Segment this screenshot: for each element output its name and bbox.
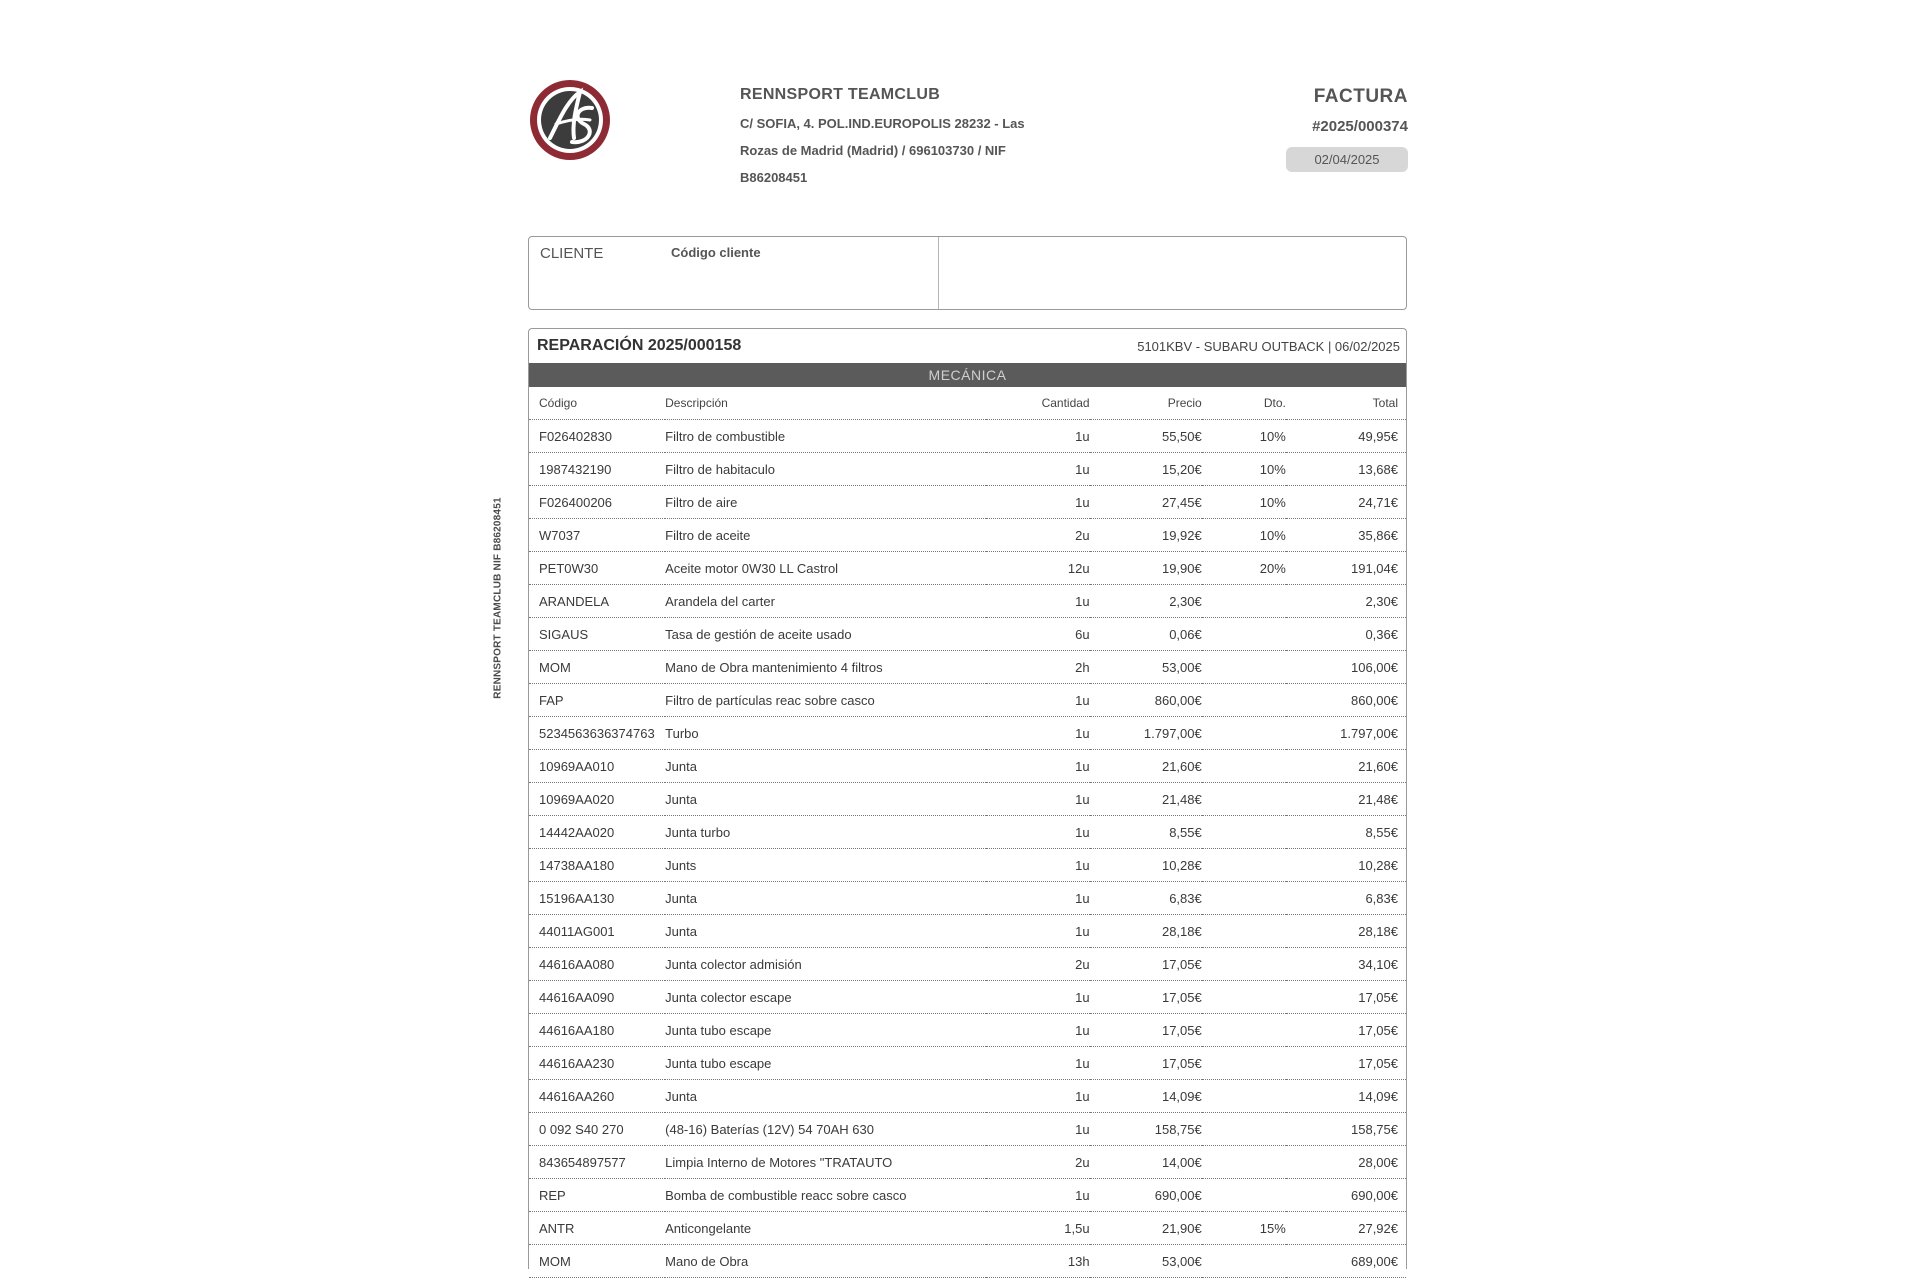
cell-total: 28,18€ [1286, 915, 1406, 948]
col-header-total: Total [1286, 387, 1406, 420]
cell-description: Junta tubo escape [665, 1014, 985, 1047]
cell-quantity: 1u [986, 981, 1090, 1014]
table-row [529, 1212, 1406, 1245]
table-row [529, 1113, 1406, 1146]
cell-description: Junta [665, 882, 985, 915]
section-bar-mecanica: MECÁNICA [529, 363, 1406, 387]
cell-price: 6,83€ [1090, 882, 1202, 915]
cell-quantity: 1u [986, 1014, 1090, 1047]
cell-description: Filtro de habitaculo [665, 453, 985, 486]
table-row [529, 420, 1406, 453]
cell-description: (48-16) Baterías (12V) 54 70AH 630 [665, 1113, 985, 1146]
cell-total: 17,05€ [1286, 1014, 1406, 1047]
monogram-logo-icon [528, 78, 612, 162]
table-row [529, 948, 1406, 981]
table-row [529, 651, 1406, 684]
cell-discount [1202, 750, 1286, 783]
cell-quantity: 2u [986, 519, 1090, 552]
cell-discount [1202, 849, 1286, 882]
table-row [529, 882, 1406, 915]
table-row [529, 1146, 1406, 1179]
cell-code: MOM [529, 1245, 665, 1278]
cell-total: 106,00€ [1286, 651, 1406, 684]
table-row [529, 816, 1406, 849]
cell-total: 6,83€ [1286, 882, 1406, 915]
cell-discount [1202, 684, 1286, 717]
cell-discount [1202, 915, 1286, 948]
client-code-label: Código cliente [671, 245, 761, 260]
cell-discount [1202, 1047, 1286, 1080]
cell-quantity: 2h [986, 651, 1090, 684]
company-name: RENNSPORT TEAMCLUB [740, 86, 941, 103]
repair-section [528, 328, 1407, 1269]
client-label: CLIENTE [540, 245, 604, 262]
cell-price: 690,00€ [1090, 1179, 1202, 1212]
cell-discount [1202, 783, 1286, 816]
side-nif-note: RENNSPORT TEAMCLUB NIF B86208451 [492, 497, 504, 699]
cell-quantity: 1u [986, 717, 1090, 750]
company-info [740, 86, 1070, 191]
cell-discount [1202, 882, 1286, 915]
table-row [529, 453, 1406, 486]
cell-price: 14,09€ [1090, 1080, 1202, 1113]
cell-total: 21,48€ [1286, 783, 1406, 816]
cell-price: 2,30€ [1090, 585, 1202, 618]
cell-price: 17,05€ [1090, 948, 1202, 981]
cell-code: ANTR [529, 1212, 665, 1245]
cell-total: 689,00€ [1286, 1245, 1406, 1278]
invoice-date-badge: 02/04/2025 [1286, 147, 1408, 172]
cell-code: 843654897577 [529, 1146, 665, 1179]
cell-price: 1.797,00€ [1090, 717, 1202, 750]
cell-price: 21,90€ [1090, 1212, 1202, 1245]
client-divider [938, 237, 939, 309]
cell-quantity: 1u [986, 1113, 1090, 1146]
table-row [529, 981, 1406, 1014]
cell-description: Bomba de combustible reacc sobre casco [665, 1179, 985, 1212]
cell-total: 49,95€ [1286, 420, 1406, 453]
cell-discount: 10% [1202, 420, 1286, 453]
cell-description: Junta tubo escape [665, 1047, 985, 1080]
cell-discount [1202, 1245, 1286, 1278]
cell-total: 10,28€ [1286, 849, 1406, 882]
line-items-body [529, 420, 1406, 1278]
cell-code: 15196AA130 [529, 882, 665, 915]
cell-total: 690,00€ [1286, 1179, 1406, 1212]
cell-description: Filtro de aire [665, 486, 985, 519]
cell-quantity: 2u [986, 948, 1090, 981]
cell-discount [1202, 1179, 1286, 1212]
cell-total: 17,05€ [1286, 1047, 1406, 1080]
cell-code: F026400206 [529, 486, 665, 519]
cell-code: 44616AA080 [529, 948, 665, 981]
cell-code: 14738AA180 [529, 849, 665, 882]
cell-total: 8,55€ [1286, 816, 1406, 849]
cell-code: 10969AA010 [529, 750, 665, 783]
cell-total: 158,75€ [1286, 1113, 1406, 1146]
cell-quantity: 1u [986, 684, 1090, 717]
table-row [529, 552, 1406, 585]
cell-discount [1202, 1113, 1286, 1146]
cell-price: 158,75€ [1090, 1113, 1202, 1146]
repair-title: REPARACIÓN 2025/000158 [537, 337, 742, 354]
cell-total: 34,10€ [1286, 948, 1406, 981]
cell-total: 35,86€ [1286, 519, 1406, 552]
cell-total: 24,71€ [1286, 486, 1406, 519]
cell-quantity: 1u [986, 1080, 1090, 1113]
cell-total: 860,00€ [1286, 684, 1406, 717]
cell-total: 191,04€ [1286, 552, 1406, 585]
cell-quantity: 6u [986, 618, 1090, 651]
cell-price: 21,48€ [1090, 783, 1202, 816]
cell-description: Junta turbo [665, 816, 985, 849]
cell-quantity: 1u [986, 849, 1090, 882]
cell-total: 27,92€ [1286, 1212, 1406, 1245]
cell-price: 15,20€ [1090, 453, 1202, 486]
cell-discount: 10% [1202, 519, 1286, 552]
cell-description: Turbo [665, 717, 985, 750]
invoice-number: #2025/000374 [1312, 118, 1408, 135]
cell-description: Aceite motor 0W30 LL Castrol [665, 552, 985, 585]
cell-description: Junta [665, 1080, 985, 1113]
cell-description: Junta colector escape [665, 981, 985, 1014]
cell-total: 17,05€ [1286, 981, 1406, 1014]
table-row [529, 717, 1406, 750]
cell-description: Filtro de combustible [665, 420, 985, 453]
cell-total: 14,09€ [1286, 1080, 1406, 1113]
cell-description: Junta [665, 915, 985, 948]
cell-description: Filtro de partículas reac sobre casco [665, 684, 985, 717]
cell-quantity: 1u [986, 915, 1090, 948]
cell-discount [1202, 1080, 1286, 1113]
cell-description: Anticongelante [665, 1212, 985, 1245]
table-header-row [529, 387, 1406, 420]
table-row [529, 849, 1406, 882]
table-row [529, 684, 1406, 717]
cell-code: MOM [529, 651, 665, 684]
cell-description: Junts [665, 849, 985, 882]
cell-discount [1202, 1146, 1286, 1179]
company-address-line: C/ SOFIA, 4. POL.IND.EUROPOLIS 28232 - Las [740, 116, 1025, 131]
cell-code: 14442AA020 [529, 816, 665, 849]
cell-price: 28,18€ [1090, 915, 1202, 948]
col-header-quantity: Cantidad [986, 387, 1090, 420]
line-items-table [529, 387, 1406, 1278]
table-row [529, 915, 1406, 948]
cell-description: Limpia Interno de Motores "TRATAUTO [665, 1146, 985, 1179]
cell-total: 1.797,00€ [1286, 717, 1406, 750]
table-row [529, 585, 1406, 618]
cell-discount: 10% [1202, 453, 1286, 486]
cell-description: Tasa de gestión de aceite usado [665, 618, 985, 651]
cell-code: REP [529, 1179, 665, 1212]
cell-quantity: 1u [986, 750, 1090, 783]
cell-description: Mano de Obra mantenimiento 4 filtros [665, 651, 985, 684]
col-header-price: Precio [1090, 387, 1202, 420]
cell-code: W7037 [529, 519, 665, 552]
cell-discount: 20% [1202, 552, 1286, 585]
cell-code: 44011AG001 [529, 915, 665, 948]
cell-discount [1202, 618, 1286, 651]
cell-code: 1987432190 [529, 453, 665, 486]
cell-price: 860,00€ [1090, 684, 1202, 717]
cell-quantity: 1u [986, 783, 1090, 816]
repair-vehicle: 5101KBV - SUBARU OUTBACK | 06/02/2025 [1137, 338, 1400, 354]
table-row [529, 750, 1406, 783]
cell-total: 28,00€ [1286, 1146, 1406, 1179]
cell-quantity: 1u [986, 1047, 1090, 1080]
cell-price: 17,05€ [1090, 981, 1202, 1014]
cell-quantity: 1u [986, 420, 1090, 453]
cell-quantity: 13h [986, 1245, 1090, 1278]
cell-discount [1202, 1014, 1286, 1047]
table-row [529, 618, 1406, 651]
cell-price: 53,00€ [1090, 651, 1202, 684]
cell-discount [1202, 585, 1286, 618]
cell-total: 21,60€ [1286, 750, 1406, 783]
company-address-line: B86208451 [740, 170, 808, 185]
cell-quantity: 1u [986, 1179, 1090, 1212]
cell-code: F026402830 [529, 420, 665, 453]
cell-discount [1202, 948, 1286, 981]
cell-code: 44616AA180 [529, 1014, 665, 1047]
table-row [529, 519, 1406, 552]
cell-code: 44616AA090 [529, 981, 665, 1014]
cell-price: 21,60€ [1090, 750, 1202, 783]
cell-quantity: 1u [986, 486, 1090, 519]
cell-code: FAP [529, 684, 665, 717]
table-row [529, 783, 1406, 816]
cell-quantity: 1u [986, 585, 1090, 618]
cell-discount [1202, 981, 1286, 1014]
cell-description: Arandela del carter [665, 585, 985, 618]
cell-discount [1202, 717, 1286, 750]
cell-code: 0 092 S40 270 [529, 1113, 665, 1146]
cell-price: 14,00€ [1090, 1146, 1202, 1179]
cell-description: Junta colector admisión [665, 948, 985, 981]
cell-total: 0,36€ [1286, 618, 1406, 651]
cell-price: 19,90€ [1090, 552, 1202, 585]
cell-code: 44616AA230 [529, 1047, 665, 1080]
cell-discount [1202, 651, 1286, 684]
col-header-description: Descripción [665, 387, 985, 420]
cell-price: 17,05€ [1090, 1047, 1202, 1080]
client-box [528, 236, 1407, 310]
cell-discount [1202, 816, 1286, 849]
cell-description: Mano de Obra [665, 1245, 985, 1278]
company-address-line: Rozas de Madrid (Madrid) / 696103730 / NIF [740, 143, 1006, 158]
cell-code: 10969AA020 [529, 783, 665, 816]
cell-price: 55,50€ [1090, 420, 1202, 453]
cell-code: SIGAUS [529, 618, 665, 651]
col-header-code: Código [529, 387, 665, 420]
table-row [529, 1245, 1406, 1278]
table-row [529, 1179, 1406, 1212]
cell-code: 44616AA260 [529, 1080, 665, 1113]
table-row [529, 1080, 1406, 1113]
cell-price: 19,92€ [1090, 519, 1202, 552]
table-row [529, 486, 1406, 519]
invoice-header [1286, 86, 1408, 172]
cell-quantity: 12u [986, 552, 1090, 585]
cell-quantity: 1u [986, 816, 1090, 849]
cell-quantity: 1u [986, 453, 1090, 486]
cell-price: 10,28€ [1090, 849, 1202, 882]
cell-discount: 10% [1202, 486, 1286, 519]
repair-header [529, 329, 1406, 363]
cell-code: 5234563636374763 [529, 717, 665, 750]
cell-total: 13,68€ [1286, 453, 1406, 486]
cell-discount: 15% [1202, 1212, 1286, 1245]
cell-price: 17,05€ [1090, 1014, 1202, 1047]
cell-price: 53,00€ [1090, 1245, 1202, 1278]
invoice-title: FACTURA [1313, 86, 1408, 107]
table-row [529, 1047, 1406, 1080]
col-header-discount: Dto. [1202, 387, 1286, 420]
cell-quantity: 2u [986, 1146, 1090, 1179]
cell-quantity: 1,5u [986, 1212, 1090, 1245]
cell-description: Junta [665, 783, 985, 816]
cell-description: Filtro de aceite [665, 519, 985, 552]
cell-code: ARANDELA [529, 585, 665, 618]
table-row [529, 1014, 1406, 1047]
cell-code: PET0W30 [529, 552, 665, 585]
cell-total: 2,30€ [1286, 585, 1406, 618]
cell-price: 27,45€ [1090, 486, 1202, 519]
cell-price: 8,55€ [1090, 816, 1202, 849]
cell-description: Junta [665, 750, 985, 783]
cell-quantity: 1u [986, 882, 1090, 915]
cell-price: 0,06€ [1090, 618, 1202, 651]
company-logo [528, 78, 612, 162]
